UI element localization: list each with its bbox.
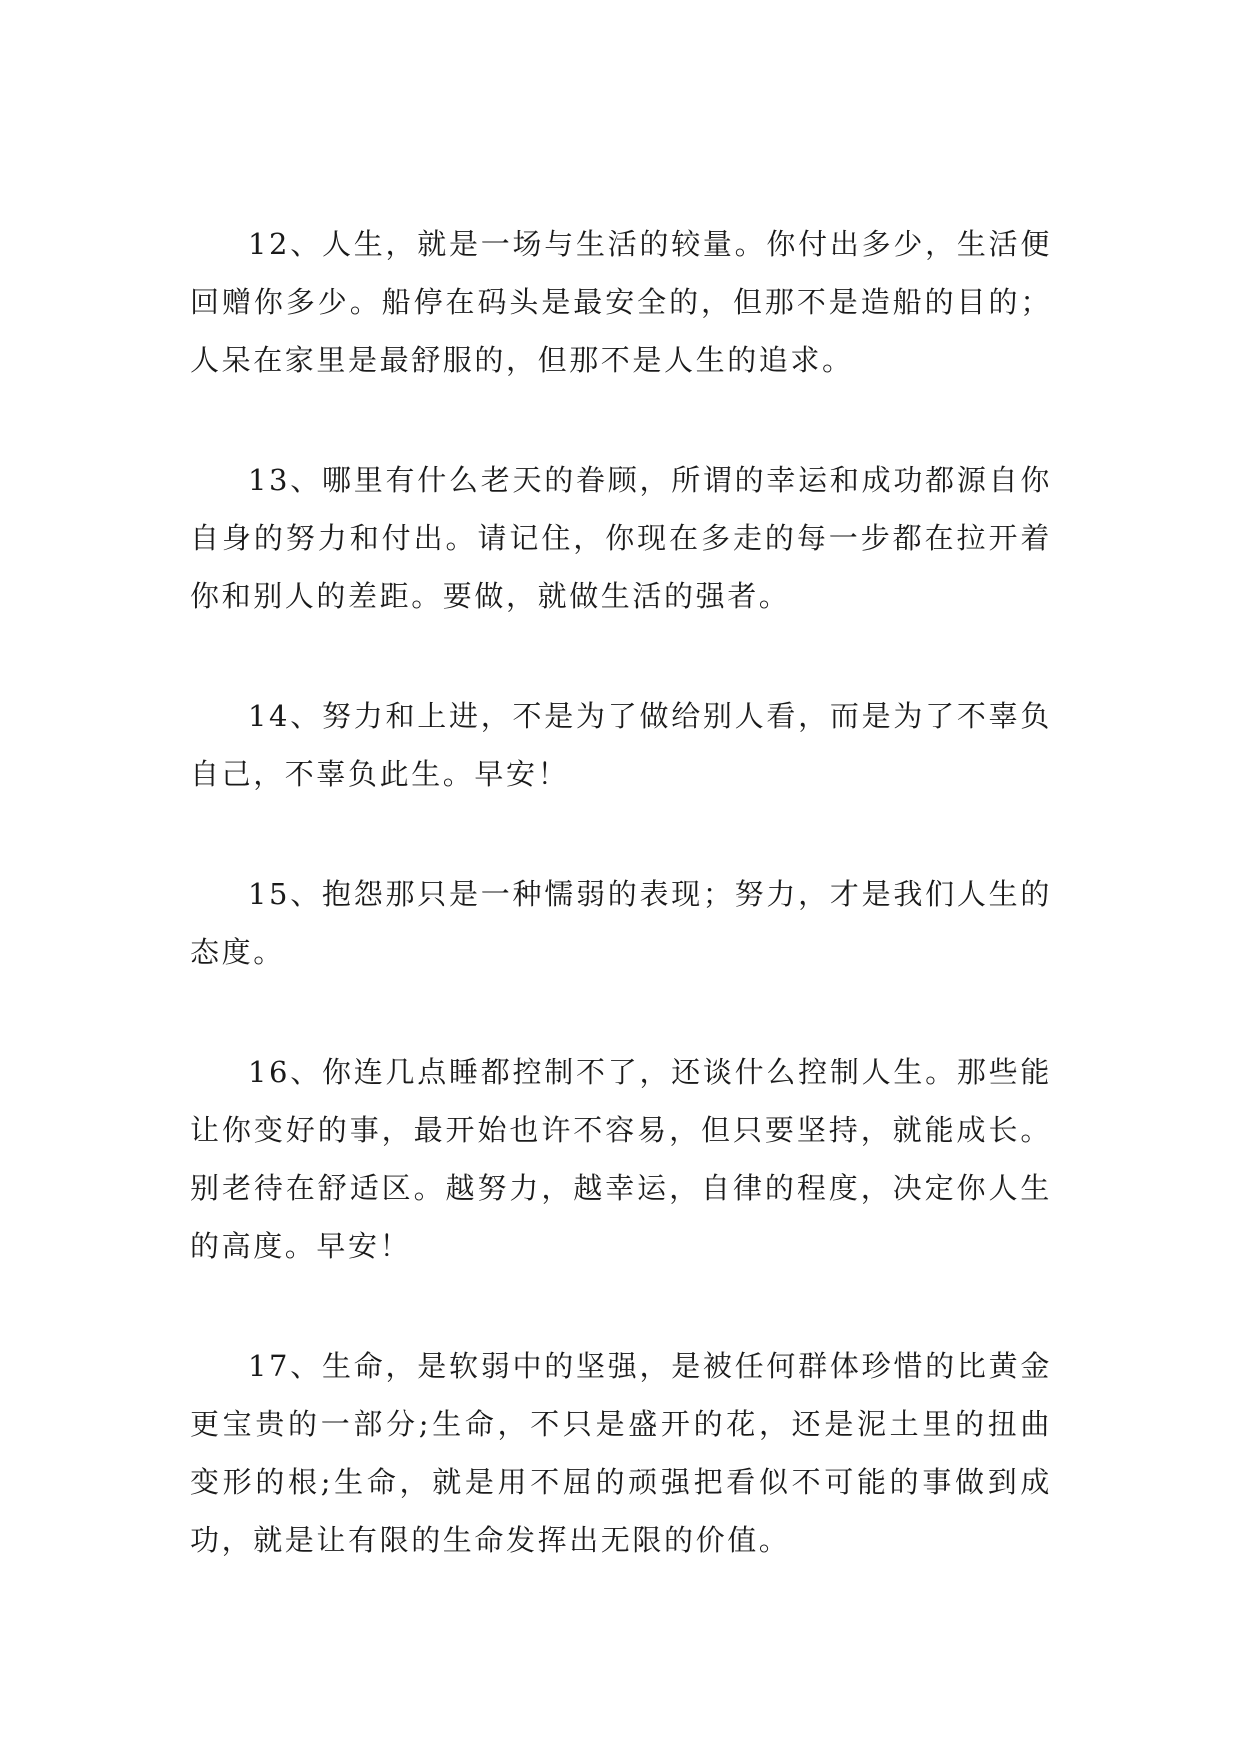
paragraph-13: 13、哪里有什么老天的眷顾，所谓的幸运和成功都源自你自身的努力和付出。请记住，你现在多走的每一步都在拉开着你和别人的差距。要做，就做生活的强者。 [190, 463, 1052, 613]
paragraph-16: 16、你连几点睡都控制不了，还谈什么控制人生。那些能让你变好的事，最开始也许不容易，但只要坚持，就能成长。别老待在舒适区。越努力，越幸运，自律的程度，决定你人生的高度。早安！ [190, 1055, 1052, 1263]
document-body [190, 215, 1052, 1631]
paragraph-12: 12、人生，就是一场与生活的较量。你付出多少，生活便回赠你多少。船停在码头是最安全的，但那不是造船的目的；人呆在家里是最舒服的，但那不是人生的追求。 [190, 227, 1052, 377]
paragraph-14: 14、努力和上进，不是为了做给别人看，而是为了不辜负自己，不辜负此生。早安！ [190, 699, 1052, 791]
paragraph-17: 17、生命，是软弱中的坚强，是被任何群体珍惜的比黄金更宝贵的一部分;生命，不只是盛开的花，还是泥土里的扭曲变形的根;生命，就是用不屈的顽强把看似不可能的事做到成功，就是让有限的生命发挥出无限的价值。 [190, 1349, 1052, 1557]
paragraph-15: 15、抱怨那只是一种懦弱的表现；努力，才是我们人生的态度。 [190, 877, 1052, 969]
